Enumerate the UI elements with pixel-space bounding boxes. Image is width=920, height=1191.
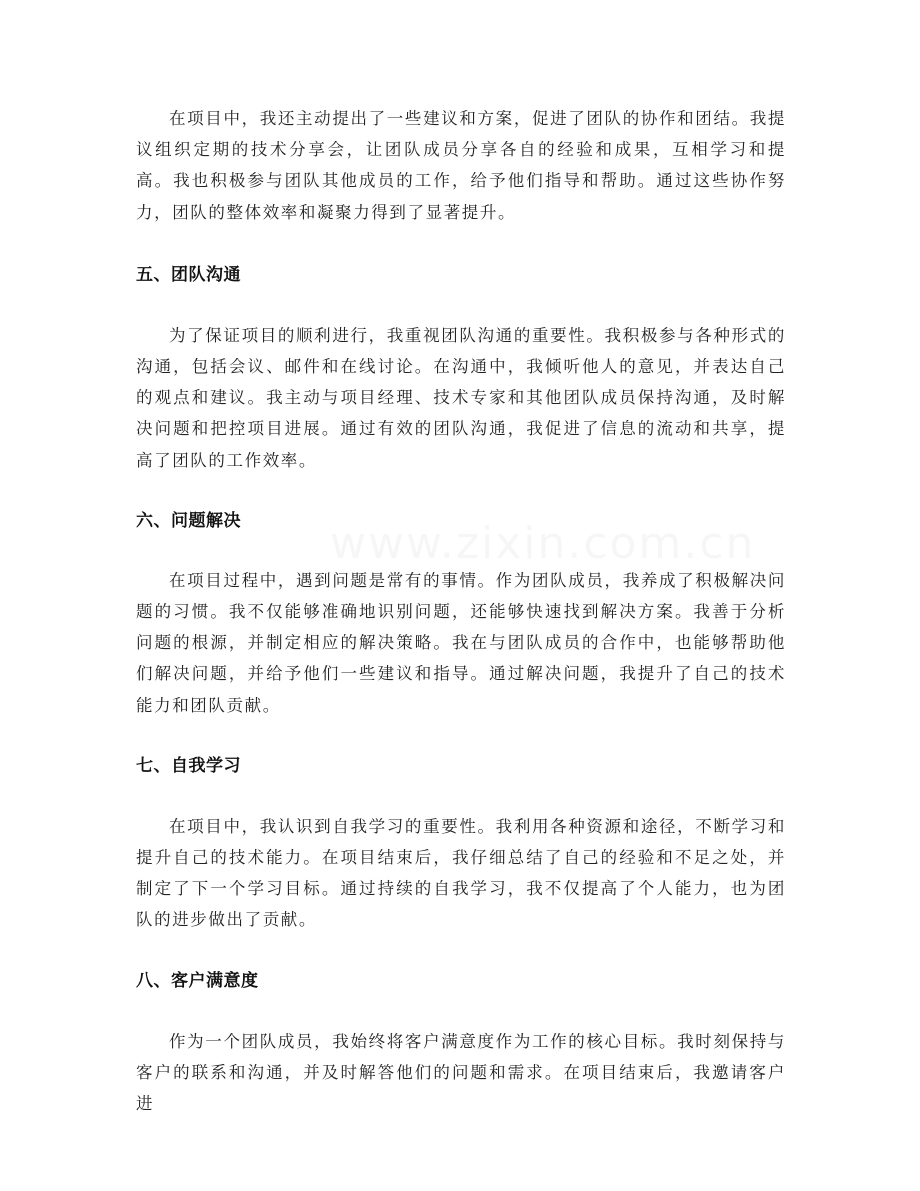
paragraph-self-learning: 在项目中，我认识到自我学习的重要性。我利用各种资源和途径，不断学习和提升自己的技术能力。在项目结束后，我仔细总结了自己的经验和不足之处，并制定了下一个学习目标。通过持续的自我学习，我不仅提高了个人能力，也为团队的进步做出了贡献。 (136, 816, 786, 930)
document-body (136, 103, 786, 1119)
paragraph-collaboration: 在项目中，我还主动提出了一些建议和方案，促进了团队的协作和团结。我提议组织定期的技术分享会，让团队成员分享各自的经验和成果，互相学习和提高。我也积极参与团队其他成员的工作，给予他们指导和帮助。通过这些协作努力，团队的整体效率和凝聚力得到了显著提升。 (136, 109, 786, 222)
heading-customer-satisfaction: 八、客户满意度 (136, 970, 259, 991)
heading-problem-solving: 六、问题解决 (136, 510, 241, 531)
heading-team-communication: 五、团队沟通 (136, 264, 241, 285)
paragraph-problem-solving: 在项目过程中，遇到问题是常有的事情。作为团队成员，我养成了积极解决问题的习惯。我不仅能够准确地识别问题，还能够快速找到解决方案。我善于分析问题的根源，并制定相应的解决策略。我在与团队成员的合作中，也能够帮助他们解决问题，并给予他们一些建议和指导。通过解决问题，我提升了自己的技术能力和团队贡献。 (136, 570, 786, 715)
paragraph-customer-satisfaction: 作为一个团队成员，我始终将客户满意度作为工作的核心目标。我时刻保持与客户的联系和沟通，并及时解答他们的问题和需求。在项目结束后，我邀请客户进 (136, 1031, 786, 1114)
paragraph-team-communication: 为了保证项目的顺利进行，我重视团队沟通的重要性。我积极参与各种形式的沟通，包括会议、邮件和在线讨论。在沟通中，我倾听他人的意见，并表达自己的观点和建议。我主动与项目经理、技术专家和其他团队成员保持沟通，及时解决问题和把控项目进展。通过有效的团队沟通，我促进了信息的流动和共享，提高了团队的工作效率。 (136, 325, 786, 470)
heading-self-learning: 七、自我学习 (136, 755, 241, 776)
